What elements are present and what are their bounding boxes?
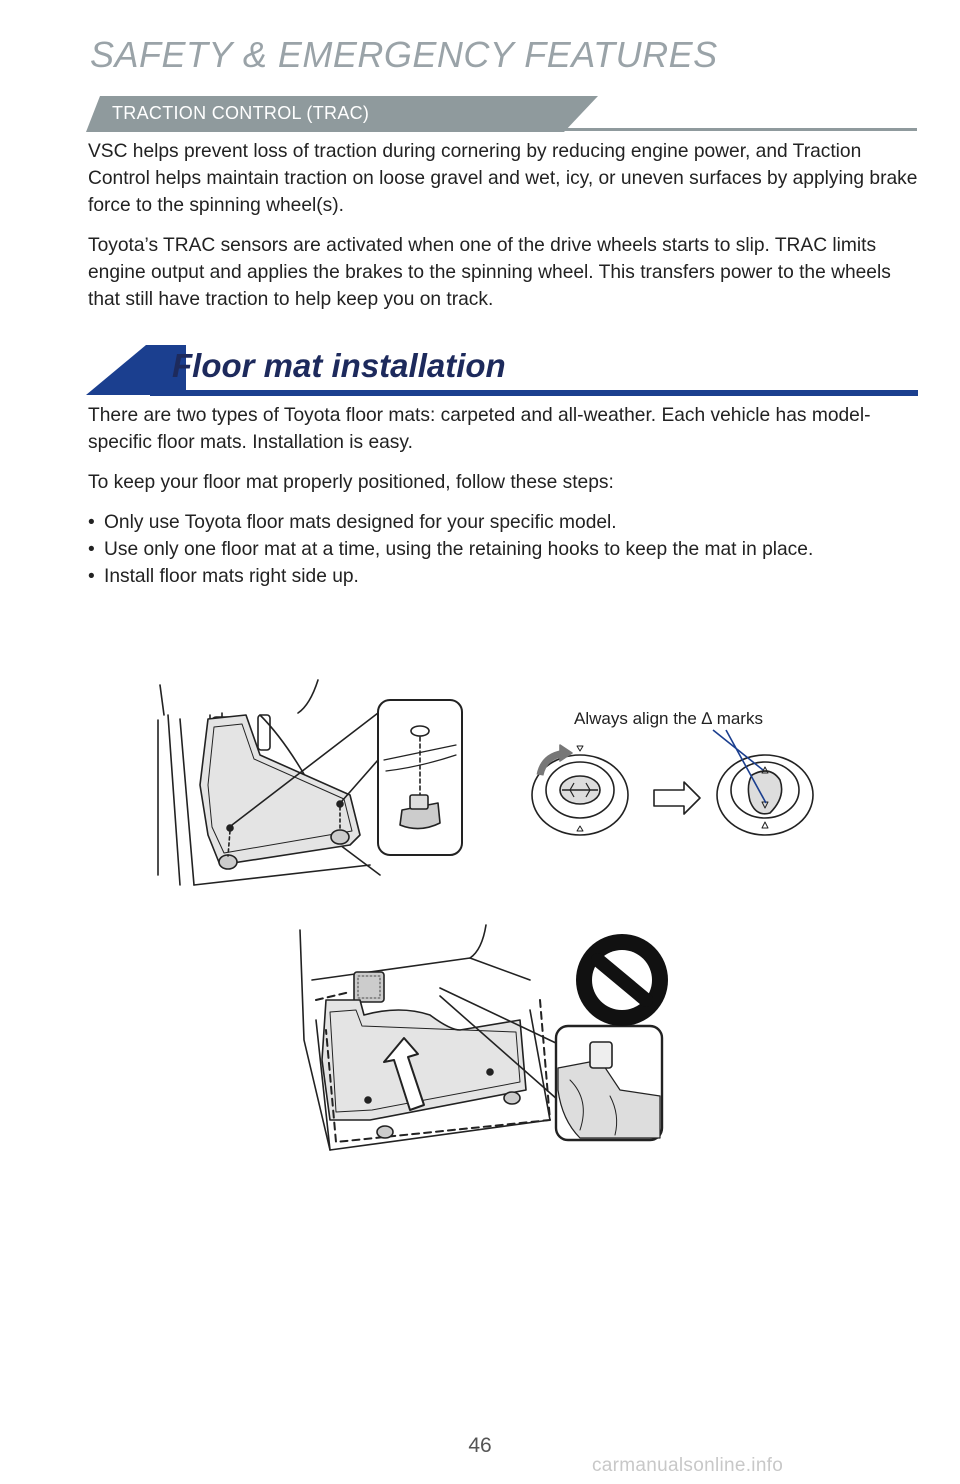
bullet-item: • Only use Toyota floor mats designed for your specific model. xyxy=(88,509,918,536)
page-header-title: SAFETY & EMERGENCY FEATURES xyxy=(90,34,718,75)
align-marks-caption: Always align the ∆ marks xyxy=(574,709,763,728)
section-title: Floor mat installation xyxy=(172,347,506,384)
floor-mat-intro: There are two types of Toyota floor mats: carpeted and all-weather. Each vehicle has model-specific floor mats. Installation is easy. xyxy=(88,405,871,453)
trac-paragraph-2: Toyota’s TRAC sensors are activated when one of the drive wheels starts to slip. TRAC limits engine output and applies the brakes to the spinning wheel. This transfers power to the wheels that still have traction to help keep you on track. xyxy=(88,235,891,310)
floor-mat-bullet-list xyxy=(88,509,918,590)
floor-mat-hook-illustration xyxy=(150,675,470,890)
hook-alignment-illustration xyxy=(530,725,820,845)
trac-text xyxy=(88,138,918,313)
bullet-item: • Install floor mats right side up. xyxy=(88,563,918,590)
subsection-heading: TRACTION CONTROL (TRAC) xyxy=(112,103,370,123)
subsection-rule xyxy=(560,128,917,131)
footer-watermark: carmanualsonline.info xyxy=(592,1455,784,1476)
floor-mat-text xyxy=(88,402,918,590)
trac-paragraph-1: VSC helps prevent loss of traction during cornering by reducing engine power, and Traction Control helps maintain traction on loose gravel and wet, icy, or uneven surfaces by applying brake force to the spinning wheel(s). xyxy=(88,141,918,216)
bullet-item: • Use only one floor mat at a time, using the retaining hooks to keep the mat in place. xyxy=(88,536,918,563)
incorrect-installation-illustration xyxy=(290,920,670,1160)
floor-mat-steps-intro: To keep your floor mat properly positioned, follow these steps: xyxy=(88,472,614,493)
page-number: 46 xyxy=(468,1434,492,1457)
section-rule xyxy=(150,390,918,396)
